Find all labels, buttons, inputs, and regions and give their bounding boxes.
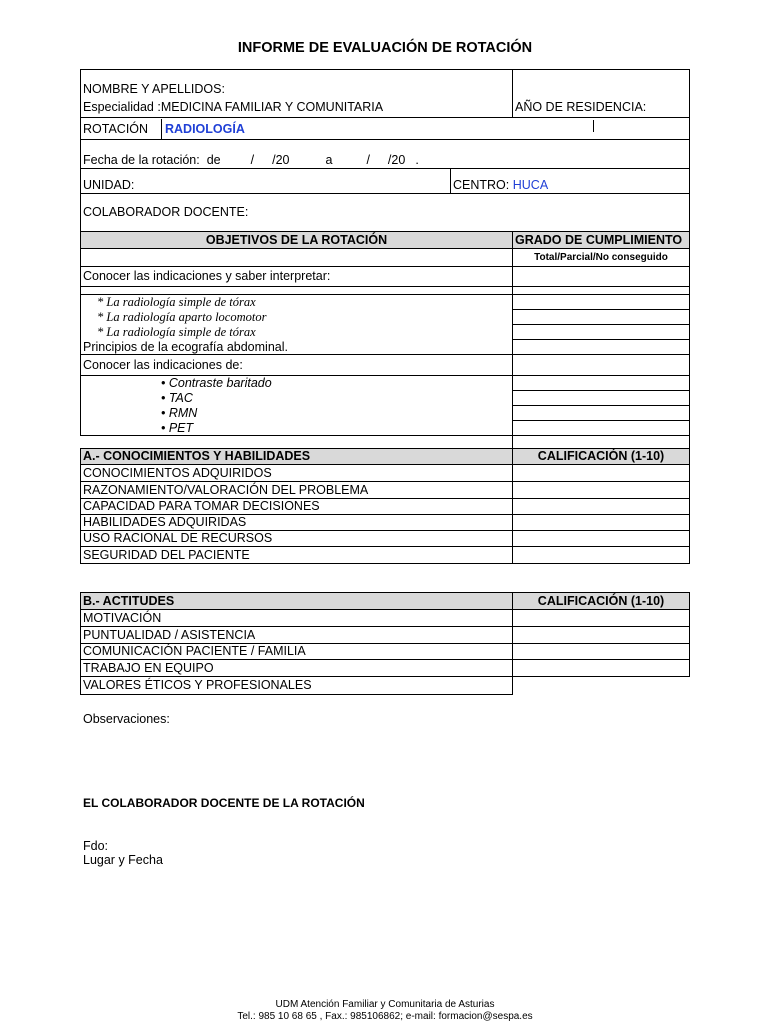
fecha-a: a xyxy=(325,152,333,167)
seccion-b-calificacion: CALIFICACIÓN (1-10) xyxy=(513,593,690,610)
nombre-extra-cell[interactable] xyxy=(513,70,690,98)
grado-cell[interactable] xyxy=(513,325,690,340)
objetivo-item: * La radiología simple de tórax xyxy=(81,295,513,310)
seccion-a-calificacion: CALIFICACIÓN (1-10) xyxy=(513,449,690,465)
grado-subheading: Total/Parcial/No conseguido xyxy=(513,249,690,267)
rotacion-row xyxy=(81,118,690,140)
anio-residencia-label: AÑO DE RESIDENCIA: xyxy=(513,98,690,118)
seccion-a-item: CAPACIDAD PARA TOMAR DECISIONES xyxy=(81,499,513,515)
seccion-a-item: HABILIDADES ADQUIRIDAS xyxy=(81,515,513,531)
fecha-row xyxy=(81,140,690,169)
grado-cell[interactable] xyxy=(513,376,690,391)
rotacion-label: ROTACIÓN xyxy=(83,121,149,136)
fecha-de: de xyxy=(206,152,221,167)
firma-fdo: Fdo: xyxy=(83,839,109,853)
grado-cell[interactable] xyxy=(513,267,690,287)
objetivo-bullet: • PET xyxy=(81,421,513,436)
calificacion-cell[interactable] xyxy=(513,531,690,547)
nombre-label: NOMBRE Y APELLIDOS: xyxy=(81,70,513,98)
calificacion-cell[interactable] xyxy=(513,465,690,482)
seccion-a-item: SEGURIDAD DEL PACIENTE xyxy=(81,547,513,564)
objetivo-ecografia: Principios de la ecografía abdominal. xyxy=(81,340,513,355)
firma-lugar-fecha: Lugar y Fecha xyxy=(83,853,163,867)
calificacion-cell[interactable] xyxy=(513,482,690,499)
fecha-label: Fecha de la rotación: xyxy=(83,152,200,167)
seccion-b-item: MOTIVACIÓN xyxy=(81,610,513,627)
centro-label: CENTRO: xyxy=(453,177,510,192)
header-table xyxy=(80,69,690,232)
fecha-end: . xyxy=(415,152,419,167)
calificacion-cell[interactable] xyxy=(513,610,690,627)
grado-cell[interactable] xyxy=(513,355,690,376)
objetivo-bullet: • TAC xyxy=(81,391,513,406)
unidad-label: UNIDAD: xyxy=(81,169,451,194)
seccion-a-heading: A.- CONOCIMIENTOS Y HABILIDADES xyxy=(81,449,513,465)
centro-value: HUCA xyxy=(512,177,549,192)
cursor-mark xyxy=(593,120,595,132)
objetivo-bullet: • Contraste baritado xyxy=(81,376,513,391)
objetivo-intro-2: Conocer las indicaciones de: xyxy=(81,355,513,376)
fecha-slash-1: / xyxy=(250,152,255,167)
fecha-year-1: /20 xyxy=(272,152,290,167)
seccion-b-item: PUNTUALIDAD / ASISTENCIA xyxy=(81,627,513,644)
grado-cell[interactable] xyxy=(513,406,690,421)
calificacion-cell[interactable] xyxy=(513,515,690,531)
grado-cell[interactable] xyxy=(513,340,690,355)
grado-heading: GRADO DE CUMPLIMIENTO xyxy=(513,232,690,249)
grado-cell[interactable] xyxy=(513,391,690,406)
seccion-b-item: VALORES ÉTICOS Y PROFESIONALES xyxy=(81,677,513,695)
objetivos-table xyxy=(80,231,690,453)
objetivo-bullet: • RMN xyxy=(81,406,513,421)
seccion-b-table xyxy=(80,592,690,695)
calificacion-cell[interactable] xyxy=(513,677,690,695)
seccion-a-item: USO RACIONAL DE RECURSOS xyxy=(81,531,513,547)
grado-cell[interactable] xyxy=(513,310,690,325)
calificacion-cell[interactable] xyxy=(513,627,690,644)
seccion-a-table xyxy=(80,448,690,564)
objetivo-intro-1: Conocer las indicaciones y saber interpretar: xyxy=(81,267,513,287)
seccion-b-item: COMUNICACIÓN PACIENTE / FAMILIA xyxy=(81,644,513,660)
fecha-year-2: /20 xyxy=(387,152,406,167)
rotacion-value: RADIOLOGÍA xyxy=(161,119,245,139)
especialidad-value: MEDICINA FAMILIAR Y COMUNITARIA xyxy=(160,100,384,114)
observaciones-label: Observaciones: xyxy=(83,712,170,726)
objetivos-heading: OBJETIVOS DE LA ROTACIÓN xyxy=(81,232,513,249)
calificacion-cell[interactable] xyxy=(513,547,690,564)
objetivos-blank-row xyxy=(81,249,513,267)
page-title: INFORME DE EVALUACIÓN DE ROTACIÓN xyxy=(237,40,533,56)
footer-line-1: UDM Atención Familiar y Comunitaria de Asturias xyxy=(275,999,495,1010)
seccion-b-heading: B.- ACTITUDES xyxy=(81,593,513,610)
calificacion-cell[interactable] xyxy=(513,499,690,515)
seccion-a-item: RAZONAMIENTO/VALORACIÓN DEL PROBLEMA xyxy=(81,482,513,499)
objetivo-item: * La radiología aparto locomotor xyxy=(81,310,513,325)
seccion-b-item: TRABAJO EN EQUIPO xyxy=(81,660,513,677)
colaborador-label: COLABORADOR DOCENTE: xyxy=(81,194,690,232)
footer-line-2: Tel.: 985 10 68 65 , Fax.: 985106862; e-mail: formacion@sespa.es xyxy=(237,1011,533,1022)
grado-cell[interactable] xyxy=(513,287,690,295)
calificacion-cell[interactable] xyxy=(513,660,690,677)
especialidad-label: Especialidad : xyxy=(83,100,161,114)
seccion-a-item: CONOCIMIENTOS ADQUIRIDOS xyxy=(81,465,513,482)
especialidad-cell xyxy=(81,98,513,118)
centro-cell xyxy=(451,169,690,194)
grado-cell[interactable] xyxy=(513,421,690,436)
objetivo-item: * La radiología simple de tórax xyxy=(81,325,513,340)
fecha-slash-2: / xyxy=(366,152,370,167)
calificacion-cell[interactable] xyxy=(513,644,690,660)
grado-cell[interactable] xyxy=(513,295,690,310)
objetivos-spacer xyxy=(81,287,513,295)
firma-heading: EL COLABORADOR DOCENTE DE LA ROTACIÓN xyxy=(83,796,365,810)
